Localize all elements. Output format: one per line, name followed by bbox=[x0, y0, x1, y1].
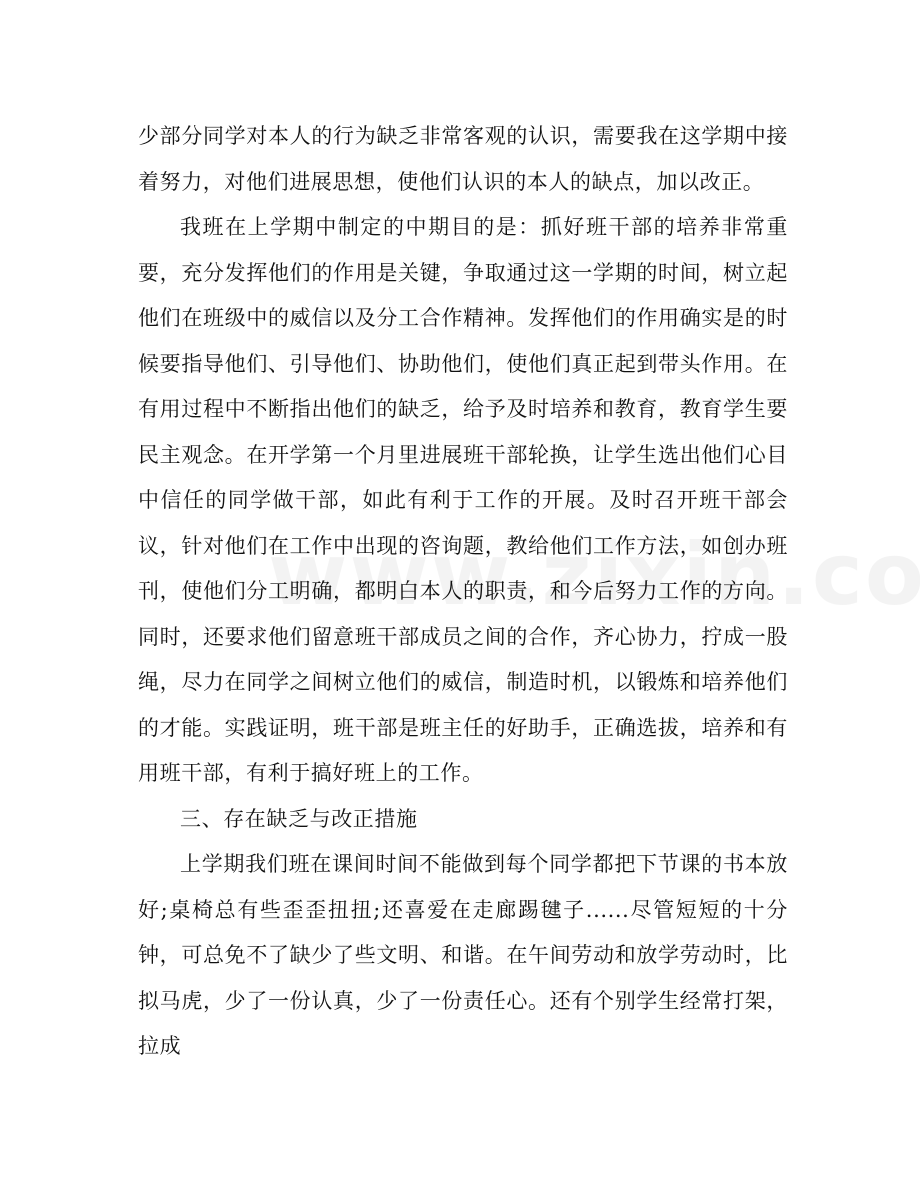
paragraph-1: 少部分同学对本人的行为缺乏非常客观的认识，需要我在这学期中接着努力，对他们进展思想，使他们认识的本人的缺点，加以改正。 bbox=[138, 124, 788, 194]
paragraph-4: 上学期我们班在课间时间不能做到每个同学都把下节课的书本放好;桌椅总有些歪歪扭扭;还喜爱在走廊踢毽子......尽管短短的十分钟，可总免不了缺少了些文明、和谐。在午间劳动和放学劳动时，比拟马虎，少了一份认真，少了一份责任心。还有个别学生经常打架，拉成 bbox=[138, 852, 788, 1058]
section-heading: 三、存在缺乏与改正措施 bbox=[180, 806, 418, 831]
document-body bbox=[138, 114, 788, 1070]
paragraph-2: 我班在上学期中制定的中期目的是：抓好班干部的培养非常重要，充分发挥他们的作用是关键，争取通过这一学期的时间，树立起他们在班级中的威信以及分工合作精神。发挥他们的作用确实是的时候要指导他们、引导他们、协助他们，使他们真正起到带头作用。在有用过程中不断指出他们的缺乏，给予及时培养和教育，教育学生要民主观念。在开学第一个月里进展班干部轮换，让学生选出他们心目中信任的同学做干部，如此有利于工作的开展。及时召开班干部会议，针对他们在工作中出现的咨询题，教给他们工作方法，如创办班刊，使他们分工明确，都明白本人的职责，和今后努力工作的方向。同时，还要求他们留意班干部成员之间的合作，齐心协力，拧成一股绳，尽力在同学之间树立他们的威信，制造时机，以锻炼和培养他们的才能。实践证明，班干部是班主任的好助手，正确选拔，培养和有用班干部，有利于搞好班上的工作。 bbox=[138, 215, 788, 785]
